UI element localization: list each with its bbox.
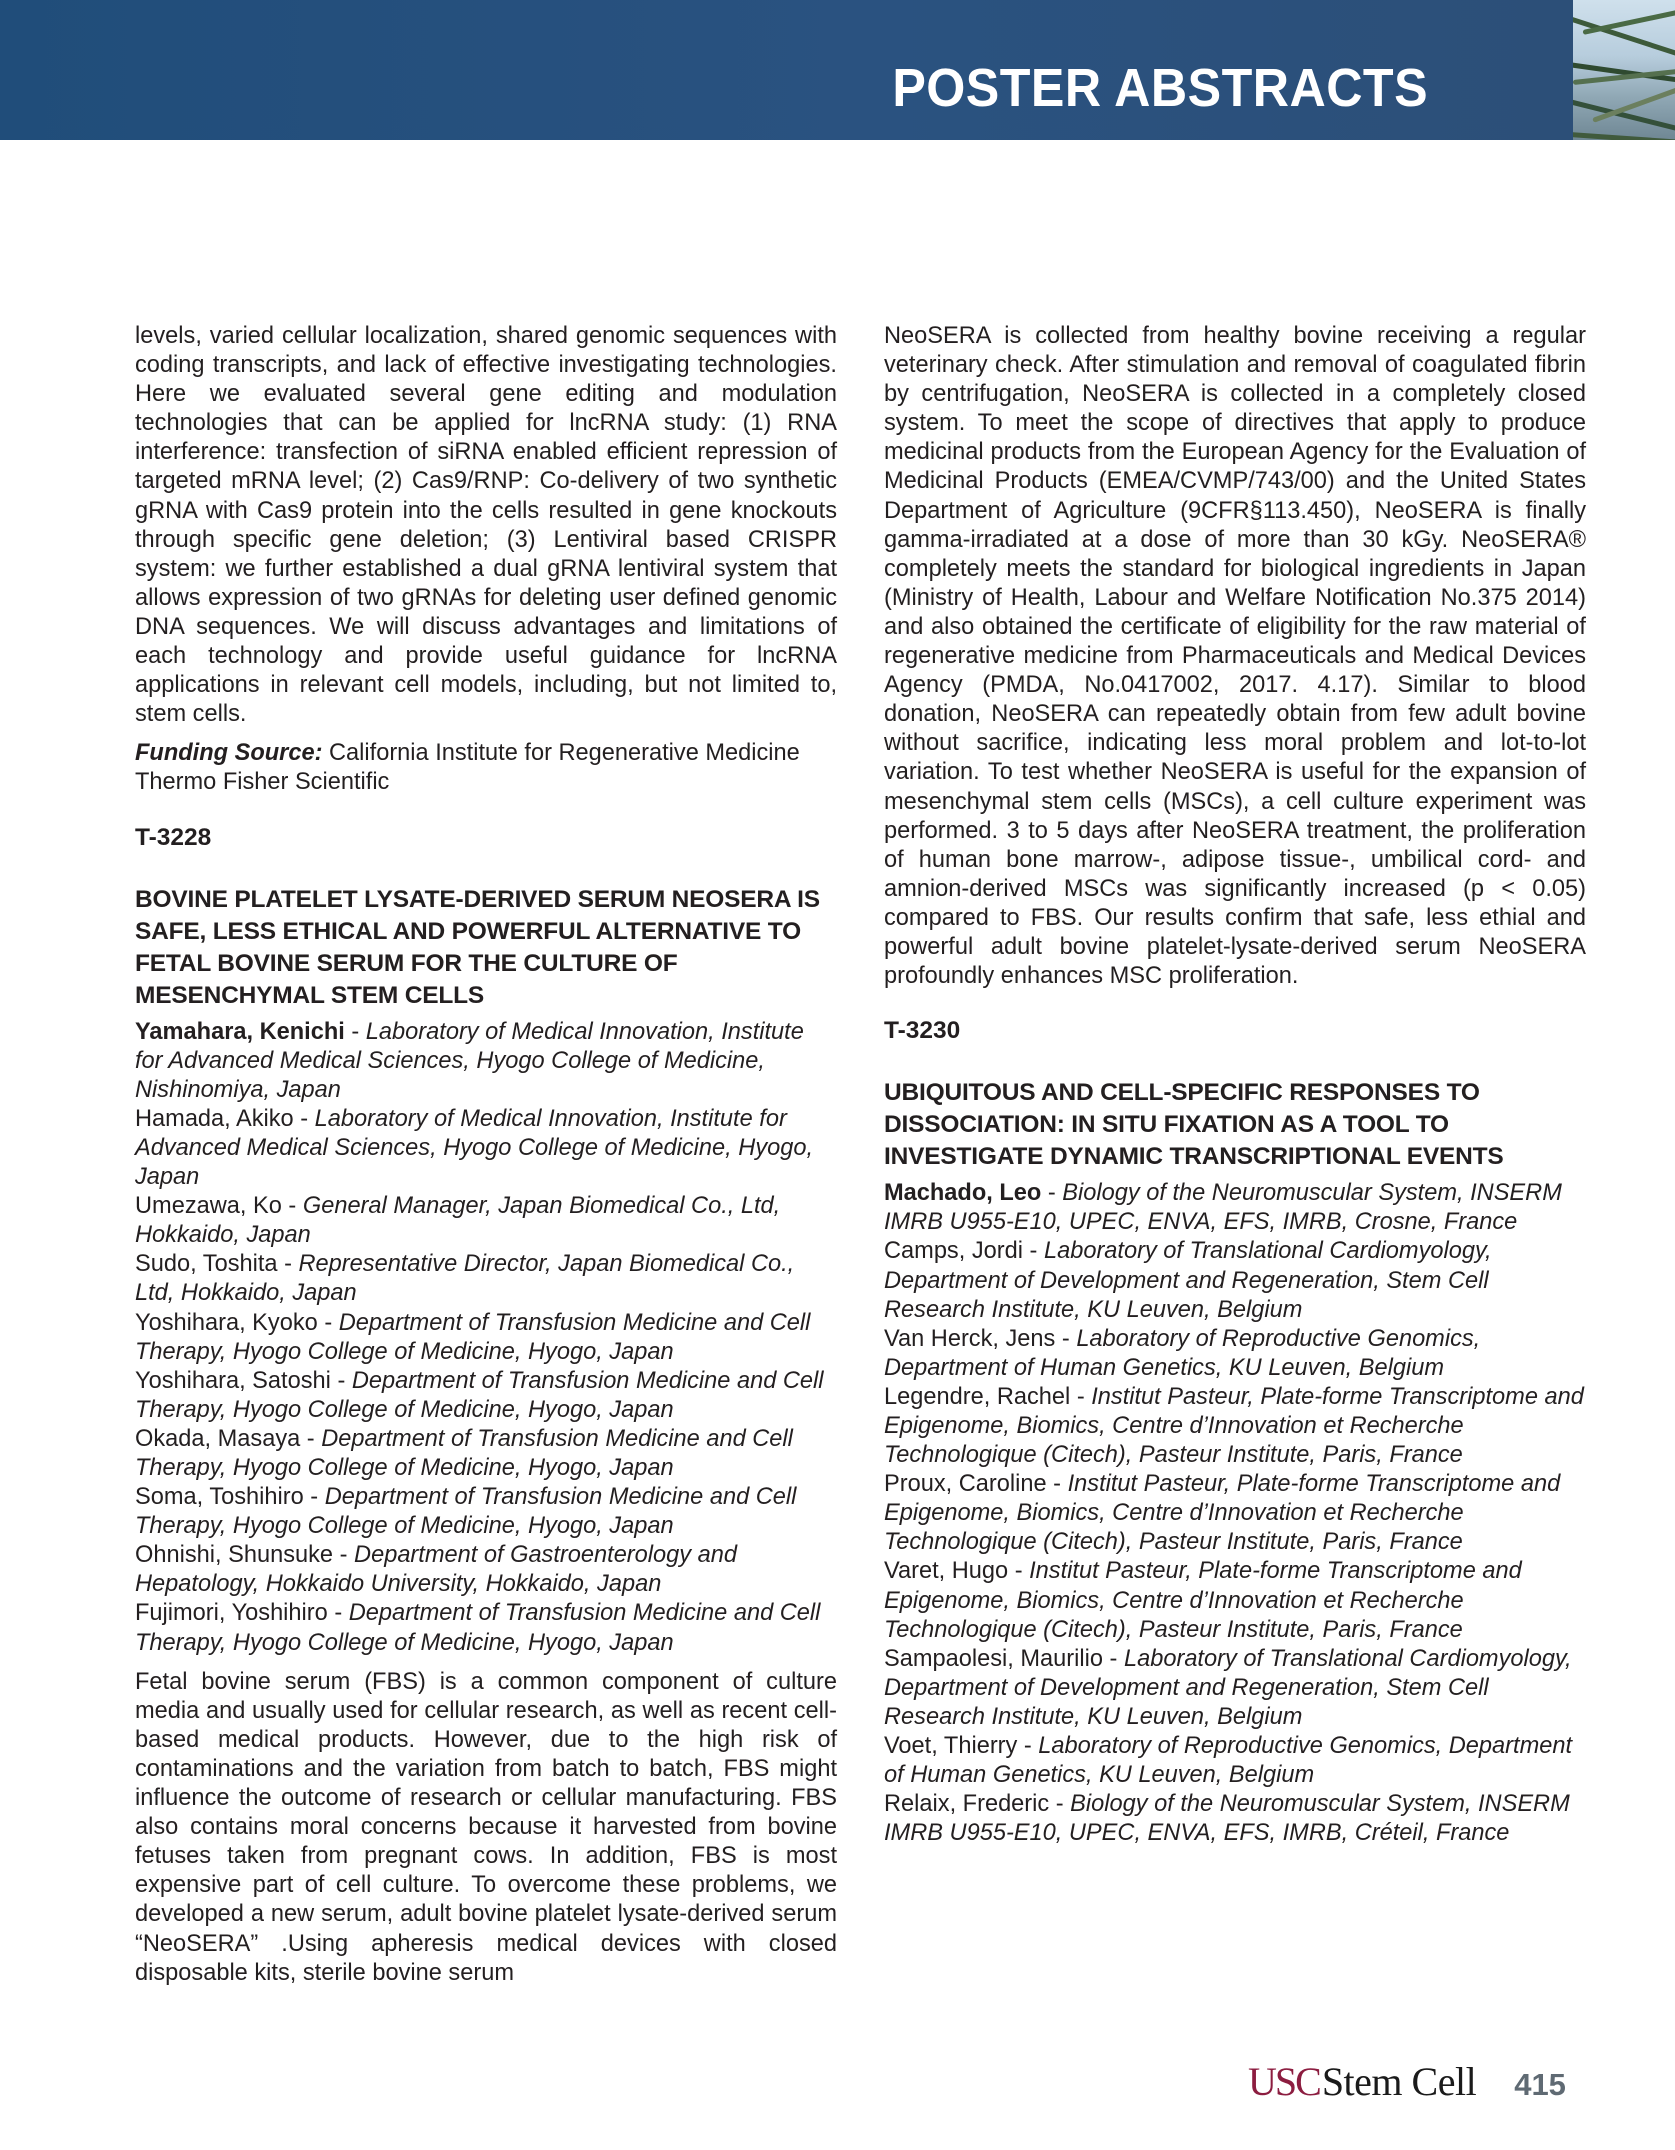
author-list — [135, 1018, 837, 1658]
abstract-body: Fetal bovine serum (FBS) is a common component of culture media and usually used for cellular research, as well as recent cell-based medical products. However, due to the high risk of contaminations and the variation from batch to batch, FBS might influence the outcome of research or cellular manufacturing. FBS also contains moral concerns because it harvested from bovine fetuses taken from pregnant cows. In addition, FBS is most expensive part of cell culture. To overcome these problems, we developed a new serum, adult bovine platelet lysate-derived serum “NeoSERA” .Using apheresis medical devices with closed disposable kits, sterile bovine serum — [135, 1668, 837, 1986]
abstract-title: BOVINE PLATELET LYSATE-DERIVED SERUM NEOSERA IS SAFE, LESS ETHICAL AND POWERFUL ALTERNATIVE TO FETAL BOVINE SERUM FOR THE CULTURE OF MESENCHYMAL STEM CELLS — [135, 885, 820, 1009]
author-entry: Legendre, Rachel - Institut Pasteur, Plate-forme Transcriptome and Epigenome, Biomics, Centre d’Innovation et Recherche Technologique (Citech), Pasteur Institute, Paris, France — [884, 1383, 1584, 1469]
author-affiliation: Department of Transfusion Medicine and Cell Therapy, Hyogo College of Medicine, Hyogo, Japan — [135, 1600, 821, 1656]
continued-abstract-body: levels, varied cellular localization, shared genomic sequences with coding transcripts, and lack of effective investigating technologies. Here we evaluated several gene editing and modulation technologies that can be applied for lncRNA study: (1) RNA interference: transfection of siRNA enabled efficient repression of targeted mRNA level; (2) Cas9/RNP: Co-delivery of two synthetic gRNA with Cas9 protein into the cells resulted in gene knockouts through specific gene deletion; (3) Lentiviral based CRISPR system: we further established a dual gRNA lentiviral system that allows expression of two gRNAs for deleting user defined genomic DNA sequences. We will discuss advantages and limitations of each technology and provide useful guidance for lncRNA applications in relevant cell models, including, but not limited to, stem cells. — [135, 323, 837, 728]
page-footer — [1248, 2058, 1566, 2108]
author-name: Proux, Caroline — [884, 1471, 1047, 1498]
author-affiliation: Institut Pasteur, Plate-forme Transcriptome and Epigenome, Biomics, Centre d’Innovation et Recherche Technologique (Citech), Pasteur Institute, Paris, France — [884, 1558, 1522, 1643]
right-column — [884, 322, 1586, 1858]
author-affiliation: Representative Director, Japan Biomedical Co., Ltd, Hokkaido, Japan — [135, 1251, 795, 1307]
header-band — [0, 0, 1573, 140]
author-entry: Van Herck, Jens - Laboratory of Reproductive Genomics, Department of Human Genetics, KU Leuven, Belgium — [884, 1325, 1481, 1381]
author-name: Van Herck, Jens — [884, 1325, 1056, 1352]
author-name: Legendre, Rachel — [884, 1383, 1071, 1410]
author-entry: Fujimori, Yoshihiro - Department of Transfusion Medicine and Cell Therapy, Hyogo College of Medicine, Hyogo, Japan — [135, 1600, 821, 1656]
author-entry: Yamahara, Kenichi - Laboratory of Medical Innovation, Institute for Advanced Medical Sciences, Hyogo College of Medicine, Nishinomiya, Japan — [135, 1018, 804, 1103]
funding-source — [135, 739, 837, 797]
author-entry: Camps, Jordi - Laboratory of Translational Cardiomyology, Department of Development and Regeneration, Stem Cell Research Institute, KU Leuven, Belgium — [884, 1238, 1492, 1323]
abstract-title: UBIQUITOUS AND CELL-SPECIFIC RESPONSES TO DISSOCIATION: IN SITU FIXATION AS A TOOL TO INVESTIGATE DYNAMIC TRANSCRIPTIONAL EVENTS — [884, 1079, 1504, 1171]
author-name: Yoshihara, Kyoko — [135, 1309, 318, 1336]
author-affiliation: Department of Transfusion Medicine and Cell Therapy, Hyogo College of Medicine, Hyogo, Japan — [135, 1484, 797, 1540]
page-number: 415 — [1514, 2067, 1566, 2102]
author-name: Soma, Toshihiro — [135, 1484, 304, 1511]
funding-text: California Institute for Regenerative Medicine — [322, 740, 800, 767]
author-affiliation: Institut Pasteur, Plate-forme Transcriptome and Epigenome, Biomics, Centre d’Innovation et Recherche Technologique (Citech), Pasteur Institute, Paris, France — [884, 1383, 1584, 1469]
author-entry: Sampaolesi, Maurilio - Laboratory of Translational Cardiomyology, Department of Development and Regeneration, Stem Cell Research Institute, KU Leuven, Belgium — [884, 1645, 1572, 1730]
author-name: Sampaolesi, Maurilio — [884, 1645, 1103, 1672]
author-affiliation: Department of Transfusion Medicine and Cell Therapy, Hyogo College of Medicine, Hyogo, Japan — [135, 1309, 811, 1365]
author-entry: Varet, Hugo - Institut Pasteur, Plate-forme Transcriptome and Epigenome, Biomics, Centre d’Innovation et Recherche Technologique (Citech), Pasteur Institute, Paris, France — [884, 1558, 1522, 1643]
author-entry: Yoshihara, Kyoko - Department of Transfusion Medicine and Cell Therapy, Hyogo College of Medicine, Hyogo, Japan — [135, 1309, 811, 1365]
author-entry: Hamada, Akiko - Laboratory of Medical Innovation, Institute for Advanced Medical Sciences, Hyogo College of Medicine, Hyogo, Japan — [135, 1105, 814, 1191]
author-entry: Ohnishi, Shunsuke - Department of Gastroenterology and Hepatology, Hokkaido University, Hokkaido, Japan — [135, 1542, 737, 1598]
abstract-id: T-3228 — [135, 823, 212, 851]
author-name: Fujimori, Yoshihiro — [135, 1600, 328, 1627]
author-affiliation: Department of Transfusion Medicine and Cell Therapy, Hyogo College of Medicine, Hyogo, Japan — [135, 1425, 793, 1481]
author-entry: Okada, Masaya - Department of Transfusion Medicine and Cell Therapy, Hyogo College of Medicine, Hyogo, Japan — [135, 1425, 793, 1481]
author-name: Varet, Hugo — [884, 1558, 1009, 1585]
author-name: Camps, Jordi — [884, 1238, 1023, 1265]
author-name: Yoshihara, Satoshi — [135, 1367, 331, 1394]
author-entry: Machado, Leo - Biology of the Neuromuscular System, INSERM IMRB U955-E10, UPEC, ENVA, EFS, IMRB, Crosne, France — [884, 1180, 1562, 1236]
stem-cell-logo: Stem Cell — [1321, 2059, 1477, 2104]
author-entry: Umezawa, Ko - General Manager, Japan Biomedical Co., Ltd, Hokkaido, Japan — [135, 1193, 781, 1249]
author-entry: Yoshihara, Satoshi - Department of Transfusion Medicine and Cell Therapy, Hyogo College of Medicine, Hyogo, Japan — [135, 1367, 824, 1423]
author-entry: Proux, Caroline - Institut Pasteur, Plate-forme Transcriptome and Epigenome, Biomics, Centre d’Innovation et Recherche Technologique (Citech), Pasteur Institute, Paris, France — [884, 1471, 1561, 1556]
left-column — [135, 322, 837, 1998]
usc-logo: USC — [1248, 2059, 1320, 2104]
author-affiliation: Biology of the Neuromuscular System, INSERM IMRB U955-E10, UPEC, ENVA, EFS, IMRB, Crosne, France — [884, 1180, 1562, 1236]
author-entry: Voet, Thierry - Laboratory of Reproductive Genomics, Department of Human Genetics, KU Leuven, Belgium — [884, 1733, 1573, 1789]
author-entry: Relaix, Frederic - Biology of the Neuromuscular System, INSERM IMRB U955-E10, UPEC, ENVA, EFS, IMRB, Créteil, France — [884, 1791, 1570, 1847]
author-affiliation: Institut Pasteur, Plate-forme Transcriptome and Epigenome, Biomics, Centre d’Innovation et Recherche Technologique (Citech), Pasteur Institute, Paris, France — [884, 1471, 1561, 1556]
author-name: Yamahara, Kenichi — [135, 1018, 345, 1045]
author-entry: Soma, Toshihiro - Department of Transfusion Medicine and Cell Therapy, Hyogo College of Medicine, Hyogo, Japan — [135, 1484, 797, 1540]
author-name: Sudo, Toshita — [135, 1251, 278, 1278]
author-name: Okada, Masaya — [135, 1425, 301, 1452]
author-affiliation: Laboratory of Medical Innovation, Institute for Advanced Medical Sciences, Hyogo College of Medicine, Nishinomiya, Japan — [135, 1018, 804, 1103]
author-name: Relaix, Frederic — [884, 1791, 1050, 1818]
author-affiliation: General Manager, Japan Biomedical Co., Ltd, Hokkaido, Japan — [135, 1193, 781, 1249]
abstract-id: T-3230 — [884, 1017, 961, 1045]
funding-text-2: Thermo Fisher Scientific — [135, 769, 390, 796]
author-name: Ohnishi, Shunsuke — [135, 1542, 334, 1569]
author-name: Umezawa, Ko — [135, 1193, 282, 1220]
section-title: POSTER ABSTRACTS — [892, 58, 1428, 118]
author-list — [884, 1179, 1586, 1848]
author-affiliation: Laboratory of Reproductive Genomics, Department of Human Genetics, KU Leuven, Belgium — [884, 1733, 1573, 1789]
continued-abstract-body: NeoSERA is collected from healthy bovine receiving a regular veterinary check. After stimulation and removal of coagulated fibrin by centrifugation, NeoSERA is collected in a completely closed system. To meet the scope of directives that apply to produce medicinal products from the European Agency for the Evaluation of Medicinal Products (EMEA/CVMP/743/00) and the United States Department of Agriculture (9CFR§113.450), NeoSERA is finally gamma-irradiated at a dose of more than 30 kGy. NeoSERA® completely meets the standard for biological ingredients in Japan (Ministry of Health, Labour and Welfare Notification No.375 2014) and also obtained the certificate of eligibility for the raw material of regenerative medicine from Pharmaceuticals and Medical Devices Agency (PMDA, No.0417002, 2017. 4.17). Similar to blood donation, NeoSERA can repeatedly obtain from few adult bovine without sacrifice, indicating less moral problem and lot-to-lot variation. To test whether NeoSERA is useful for the expansion of mesenchymal stem cells (MSCs), a cell culture experiment was performed. 3 to 5 days after NeoSERA treatment, the proliferation of human bone marrow-, adipose tissue-, umbilical cord- and amnion-derived MSCs was significantly increased (p < 0.05) compared to FBS. Our results confirm that safe, less ethial and powerful adult bovine platelet-lysate-derived serum NeoSERA profoundly enhances MSC proliferation. — [884, 323, 1586, 990]
author-name: Voet, Thierry — [884, 1733, 1018, 1760]
author-affiliation: Department of Gastroenterology and Hepatology, Hokkaido University, Hokkaido, Japan — [135, 1542, 737, 1598]
palm-fronds-image — [1573, 0, 1675, 140]
author-entry: Sudo, Toshita - Representative Director, Japan Biomedical Co., Ltd, Hokkaido, Japan — [135, 1251, 795, 1307]
author-name: Machado, Leo — [884, 1180, 1042, 1207]
funding-label: Funding Source: — [135, 740, 323, 767]
author-affiliation: Laboratory of Translational Cardiomyology, Department of Development and Regeneration, Stem Cell Research Institute, KU Leuven, Belgium — [884, 1238, 1492, 1323]
author-affiliation: Laboratory of Reproductive Genomics, Department of Human Genetics, KU Leuven, Belgium — [884, 1325, 1481, 1381]
author-affiliation: Department of Transfusion Medicine and Cell Therapy, Hyogo College of Medicine, Hyogo, Japan — [135, 1367, 824, 1423]
author-affiliation: Biology of the Neuromuscular System, INSERM IMRB U955-E10, UPEC, ENVA, EFS, IMRB, Créteil, France — [884, 1791, 1570, 1847]
author-affiliation: Laboratory of Translational Cardiomyology, Department of Development and Regeneration, Stem Cell Research Institute, KU Leuven, Belgium — [884, 1645, 1572, 1730]
author-name: Hamada, Akiko — [135, 1105, 294, 1132]
author-affiliation: Laboratory of Medical Innovation, Institute for Advanced Medical Sciences, Hyogo College of Medicine, Hyogo, Japan — [135, 1105, 814, 1191]
